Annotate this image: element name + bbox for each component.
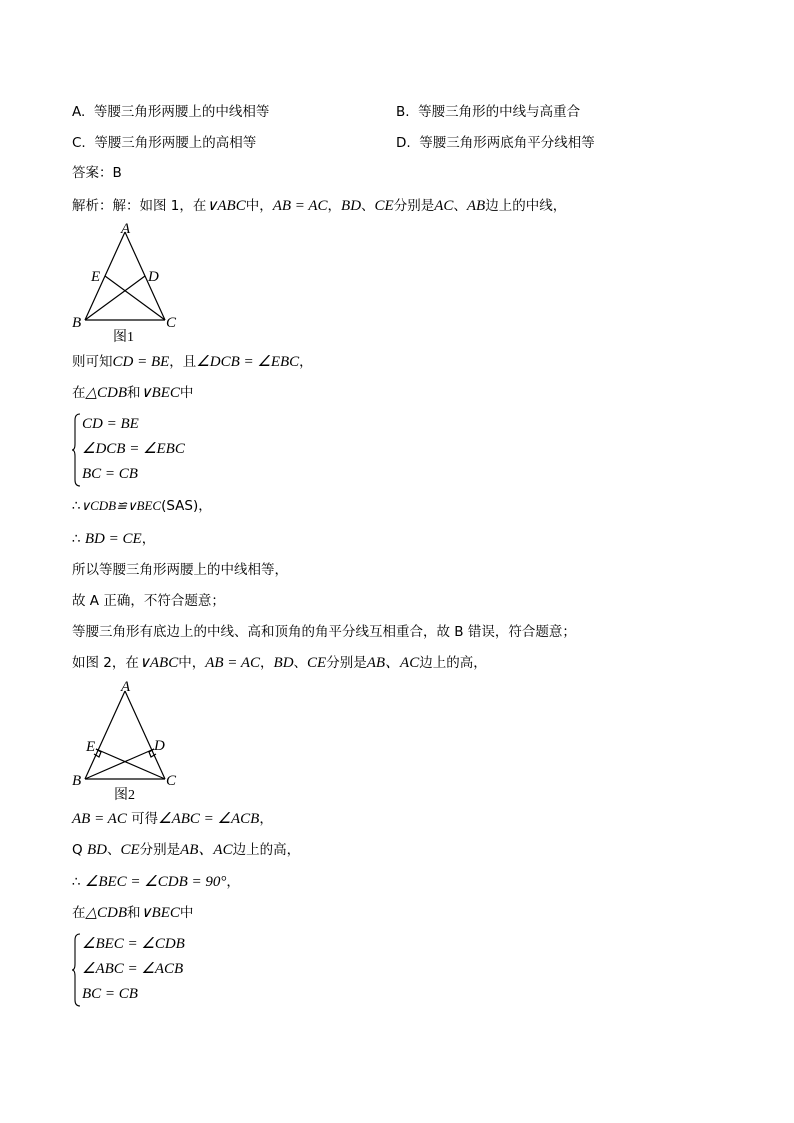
text: ∴ <box>72 498 81 514</box>
math: AB、AC <box>180 842 233 858</box>
text: ∴ <box>72 874 81 890</box>
analysis-line-2 <box>72 353 313 371</box>
option-letter: B. <box>396 104 410 120</box>
text: ∴ <box>72 531 81 547</box>
analysis-line-6: 所以等腰三角形两腰上的中线相等， <box>72 562 288 578</box>
text: 在 <box>72 385 86 401</box>
system-line: CD = BE <box>82 416 139 432</box>
text: 中， <box>178 655 206 671</box>
math: BD = CE <box>84 531 142 547</box>
text: 和 <box>127 905 141 921</box>
equation-system-1 <box>72 412 272 488</box>
math: CE <box>374 198 394 214</box>
math: △CDB <box>85 905 128 921</box>
text: 中 <box>179 905 194 921</box>
math: ∨BEC <box>140 905 180 921</box>
system-line: ∠BEC = ∠CDB <box>82 936 185 952</box>
option-text: 等腰三角形两底角平分线相等 <box>419 135 595 151</box>
math: △CDB <box>85 385 128 401</box>
option-text: 等腰三角形两腰上的高相等 <box>94 135 257 151</box>
figure-caption: 图2 <box>114 788 135 803</box>
math: ∨BEC <box>140 385 180 401</box>
text: 边上的高， <box>419 655 487 671</box>
vertex-label-a: A <box>121 679 131 695</box>
math: ∨CDB≌∨BEC <box>80 498 162 513</box>
vertex-label-b: B <box>72 773 82 789</box>
analysis-line-4 <box>72 497 212 515</box>
text: (SAS)， <box>161 498 212 514</box>
text: 分别是 <box>139 842 181 858</box>
option-c <box>72 134 256 152</box>
vertex-label-d: D <box>154 738 165 754</box>
math: ∨ABC <box>206 198 246 214</box>
text: 中， <box>245 198 273 214</box>
text: 、 <box>106 842 121 858</box>
text: ， <box>226 874 240 890</box>
text: 分别是 <box>393 198 435 214</box>
text: ， <box>299 354 313 370</box>
math: AB、AC <box>366 655 420 671</box>
vertex-label-d: D <box>148 269 159 285</box>
analysis-line-12 <box>72 873 240 891</box>
text: ， <box>327 198 342 214</box>
text: 和 <box>127 385 141 401</box>
math: BD <box>341 198 362 214</box>
option-letter: A. <box>72 104 86 120</box>
text: Q <box>72 842 83 858</box>
vertex-label-c: C <box>166 315 177 331</box>
text: 、 <box>293 655 308 671</box>
analysis-line-10 <box>72 810 273 828</box>
system-line: BC = CB <box>82 466 138 482</box>
analysis-line-9 <box>72 654 487 672</box>
figure-2 <box>68 677 188 805</box>
analysis-line-13 <box>72 904 193 922</box>
text: 则可知 <box>72 354 113 370</box>
text: 解析：解：如图 1，在 <box>72 198 207 214</box>
text: 边上的高， <box>232 842 301 858</box>
math: AB = AC <box>272 198 328 214</box>
text: ， <box>260 655 274 671</box>
option-letter: C. <box>72 135 86 151</box>
left-brace-icon <box>72 412 82 488</box>
answer-line: 答案：B <box>72 165 122 181</box>
math: CE <box>120 842 140 858</box>
vertex-label-a: A <box>121 221 131 237</box>
text: 、 <box>453 198 467 214</box>
analysis-line-5 <box>72 530 155 548</box>
text: ， <box>141 531 156 547</box>
left-brace-icon <box>72 932 82 1008</box>
text: 边上的中线， <box>485 198 567 214</box>
vertex-label-c: C <box>166 773 177 789</box>
text: 中 <box>179 385 194 401</box>
system-line: ∠ABC = ∠ACB <box>82 961 184 977</box>
vertex-label-b: B <box>72 315 82 331</box>
option-letter: D. <box>396 135 411 151</box>
math: AC <box>434 198 454 214</box>
analysis-line-3 <box>72 384 193 402</box>
system-line: BC = CB <box>82 986 138 1002</box>
option-a <box>72 103 269 121</box>
option-d <box>396 134 595 152</box>
text: ， <box>259 811 273 827</box>
analysis-line-8: 等腰三角形有底边上的中线、高和顶角的角平分线互相重合，故 B 错误，符合题意； <box>72 624 576 640</box>
text: 如图 2，在 <box>72 655 139 671</box>
math: CD = BE <box>112 354 170 370</box>
vertex-label-e: E <box>91 269 101 285</box>
figure-caption: 图1 <box>113 330 134 345</box>
option-text: 等腰三角形的中线与高重合 <box>418 104 581 120</box>
math: ∠ABC = ∠ACB <box>158 811 260 827</box>
math: CE <box>307 655 327 671</box>
option-text: 等腰三角形两腰上的中线相等 <box>93 104 270 120</box>
math: BD <box>86 842 107 858</box>
math: ∨ABC <box>138 655 179 671</box>
math: ∠BEC = ∠CDB = 90° <box>84 874 227 890</box>
text: 分别是 <box>326 655 367 671</box>
analysis-line-7: 故 A 正确，不符合题意； <box>72 593 225 609</box>
math: AB <box>466 198 486 214</box>
math: AB = AC <box>205 655 261 671</box>
math: ∠DCB = ∠EBC <box>196 354 300 370</box>
math: BD <box>273 655 294 671</box>
vertex-label-e: E <box>86 739 96 755</box>
text: 在 <box>72 905 86 921</box>
option-b <box>396 103 580 121</box>
math: AB = AC <box>72 811 127 827</box>
equation-system-2 <box>72 932 272 1008</box>
text: 、 <box>361 198 375 214</box>
system-line: ∠DCB = ∠EBC <box>82 441 185 457</box>
analysis-line-11 <box>72 841 300 859</box>
figure-1 <box>68 220 188 348</box>
text: 可得 <box>131 811 159 827</box>
analysis-line-1 <box>72 197 566 215</box>
text: ，且 <box>169 354 197 370</box>
